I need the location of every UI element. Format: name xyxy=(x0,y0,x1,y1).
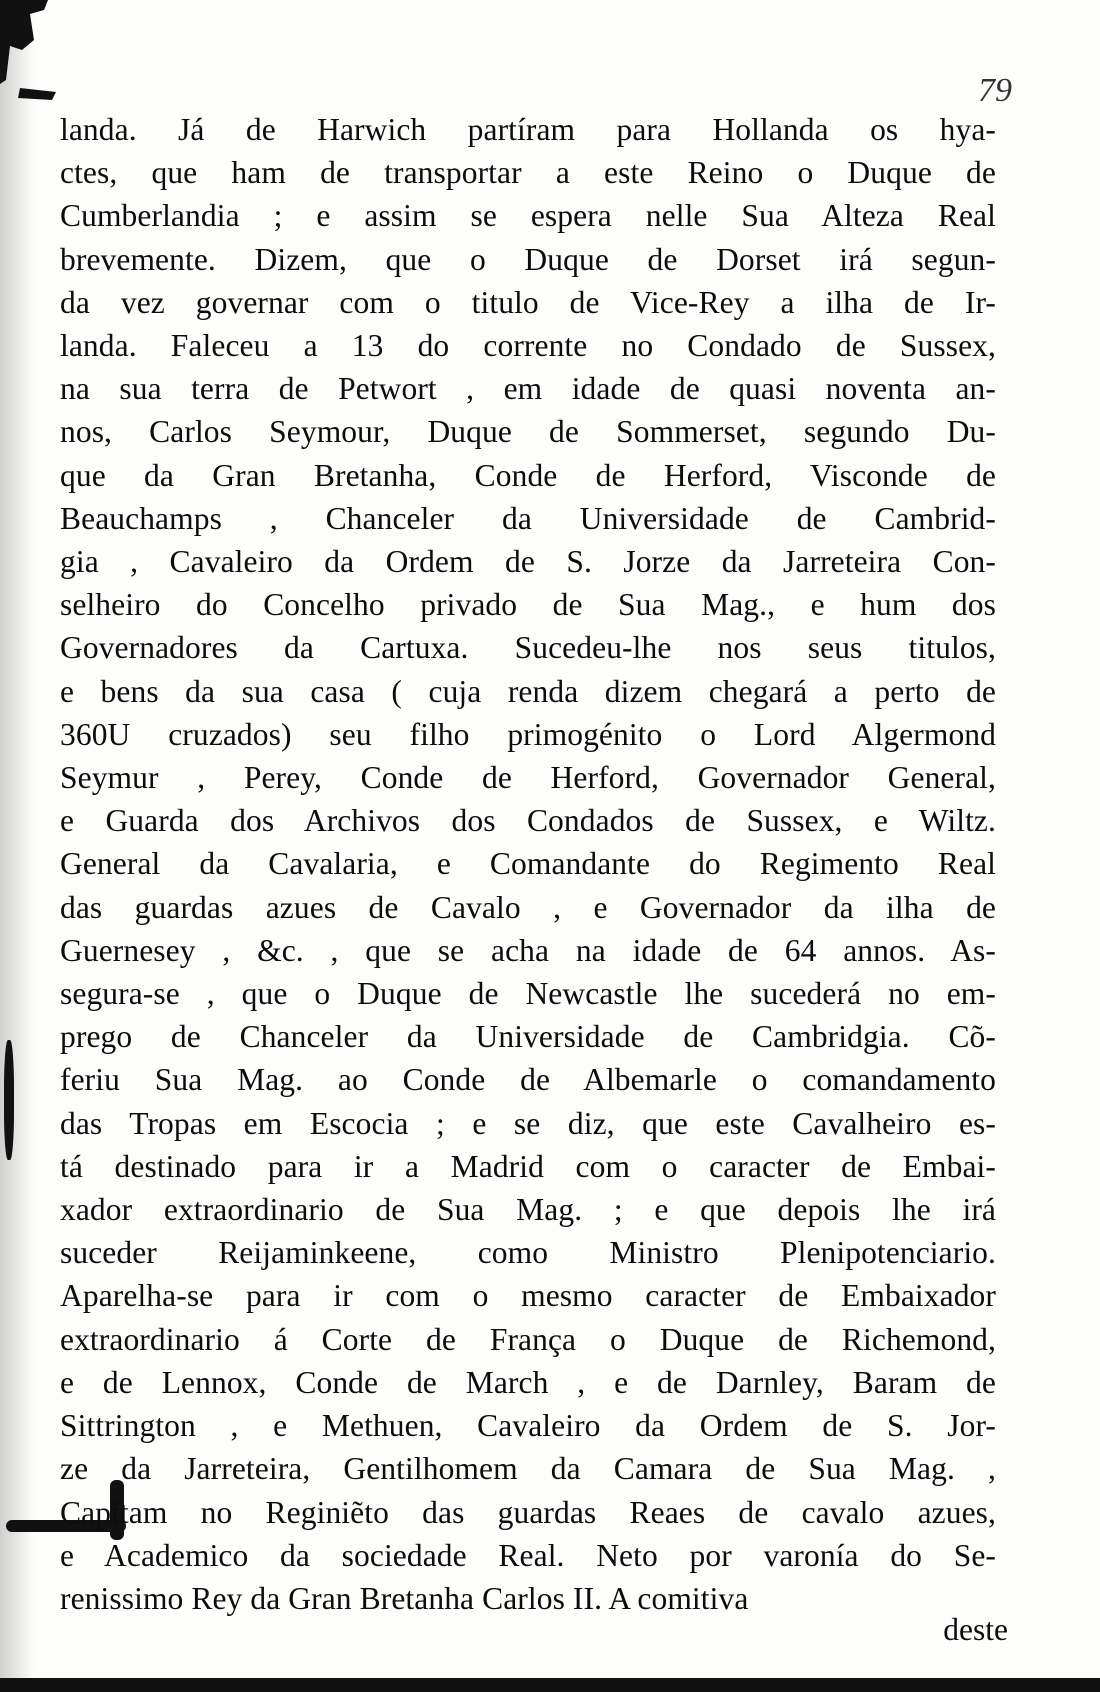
text-line: selheiro do Concelho privado de Sua Mag., e hum dos xyxy=(60,587,996,623)
text-line: e de Lennox, Conde de March , e de Darnley, Baram de xyxy=(60,1364,996,1400)
text-line: na sua terra de Petwort , em idade de quasi noventa an- xyxy=(60,371,996,407)
text-line: extraordinario á Corte de França o Duque de Richemond, xyxy=(60,1321,996,1357)
text-line: feriu Sua Mag. ao Conde de Albemarle o comandamento xyxy=(60,1062,996,1098)
text-line: Aparelha-se para ir com o mesmo caracter de Embaixador xyxy=(60,1278,996,1314)
text-line: Guernesey , &c. , que se acha na idade de 64 annos. As- xyxy=(60,932,996,968)
text-line: Sittrington , e Methuen, Cavaleiro da Ordem de S. Jor- xyxy=(60,1408,996,1444)
text-line: renissimo Rey da Gran Bretanha Carlos II. A comitiva xyxy=(60,1580,749,1616)
text-line: suceder Reijaminkeene, como Ministro Plenipotenciario. xyxy=(60,1235,996,1271)
text-line: nos, Carlos Seymour, Duque de Sommerset, segundo Du- xyxy=(60,414,996,450)
page-number: 79 xyxy=(978,72,1012,109)
text-line: Beauchamps , Chanceler da Universidade de Cambrid- xyxy=(60,500,996,536)
text-line: ze da Jarreteira, Gentilhomem da Camara de Sua Mag. , xyxy=(60,1451,996,1487)
text-line: segura-se , que o Duque de Newcastle lhe sucederá no em- xyxy=(60,976,996,1012)
text-line: brevemente. Dizem, que o Duque de Dorset irá segun- xyxy=(60,241,996,277)
ink-blot-icon xyxy=(0,0,60,110)
text-line: das guardas azues de Cavalo , e Governador da ilha de xyxy=(60,889,996,925)
scan-edge-shadow xyxy=(0,0,34,1692)
text-line: Seymur , Perey, Conde de Herford, Governador General, xyxy=(60,760,996,796)
text-line: Cumberlandia ; e assim se espera nelle Sua Alteza Real xyxy=(60,198,996,234)
text-line: das Tropas em Escocia ; e se diz, que este Cavalheiro es- xyxy=(60,1105,996,1141)
text-line: Capitam no Reginiẽto das guardas Reaes de cavalo azues, xyxy=(60,1494,996,1530)
text-line: tá destinado para ir a Madrid com o caracter de Embai- xyxy=(60,1148,996,1184)
catchword: deste xyxy=(943,1612,1008,1647)
text-line: Governadores da Cartuxa. Sucedeu-lhe nos seus titulos, xyxy=(60,630,996,666)
text-line: da vez governar com o titulo de Vice-Rey a ilha de Ir- xyxy=(60,284,996,320)
text-line: gia , Cavaleiro da Ordem de S. Jorze da Jarreteira Con- xyxy=(60,544,996,580)
text-line: ctes, que ham de transportar a este Reino o Duque de xyxy=(60,155,996,191)
text-line: prego de Chanceler da Universidade de Cambridgia. Cõ- xyxy=(60,1019,996,1055)
scan-bottom-border xyxy=(0,1678,1100,1692)
text-line: General da Cavalaria, e Comandante do Regimento Real xyxy=(60,846,996,882)
ink-smudge xyxy=(4,1040,14,1160)
text-line: que da Gran Bretanha, Conde de Herford, Visconde de xyxy=(60,457,996,493)
body-text xyxy=(60,108,996,1620)
text-line: e Guarda dos Archivos dos Condados de Sussex, e Wiltz. xyxy=(60,803,996,839)
text-line: e bens da sua casa ( cuja renda dizem chegará a perto de xyxy=(60,673,996,709)
text-line: xador extraordinario de Sua Mag. ; e que depois lhe irá xyxy=(60,1192,996,1228)
text-line: landa. Já de Harwich partíram para Hollanda os hya- xyxy=(60,112,996,147)
text-line: e Academico da sociedade Real. Neto por varonía do Se- xyxy=(60,1537,996,1573)
text-line: 360U cruzados) seu filho primogénito o Lord Algermond xyxy=(60,716,996,752)
text-line: landa. Faleceu a 13 do corrente no Condado de Sussex, xyxy=(60,328,996,364)
